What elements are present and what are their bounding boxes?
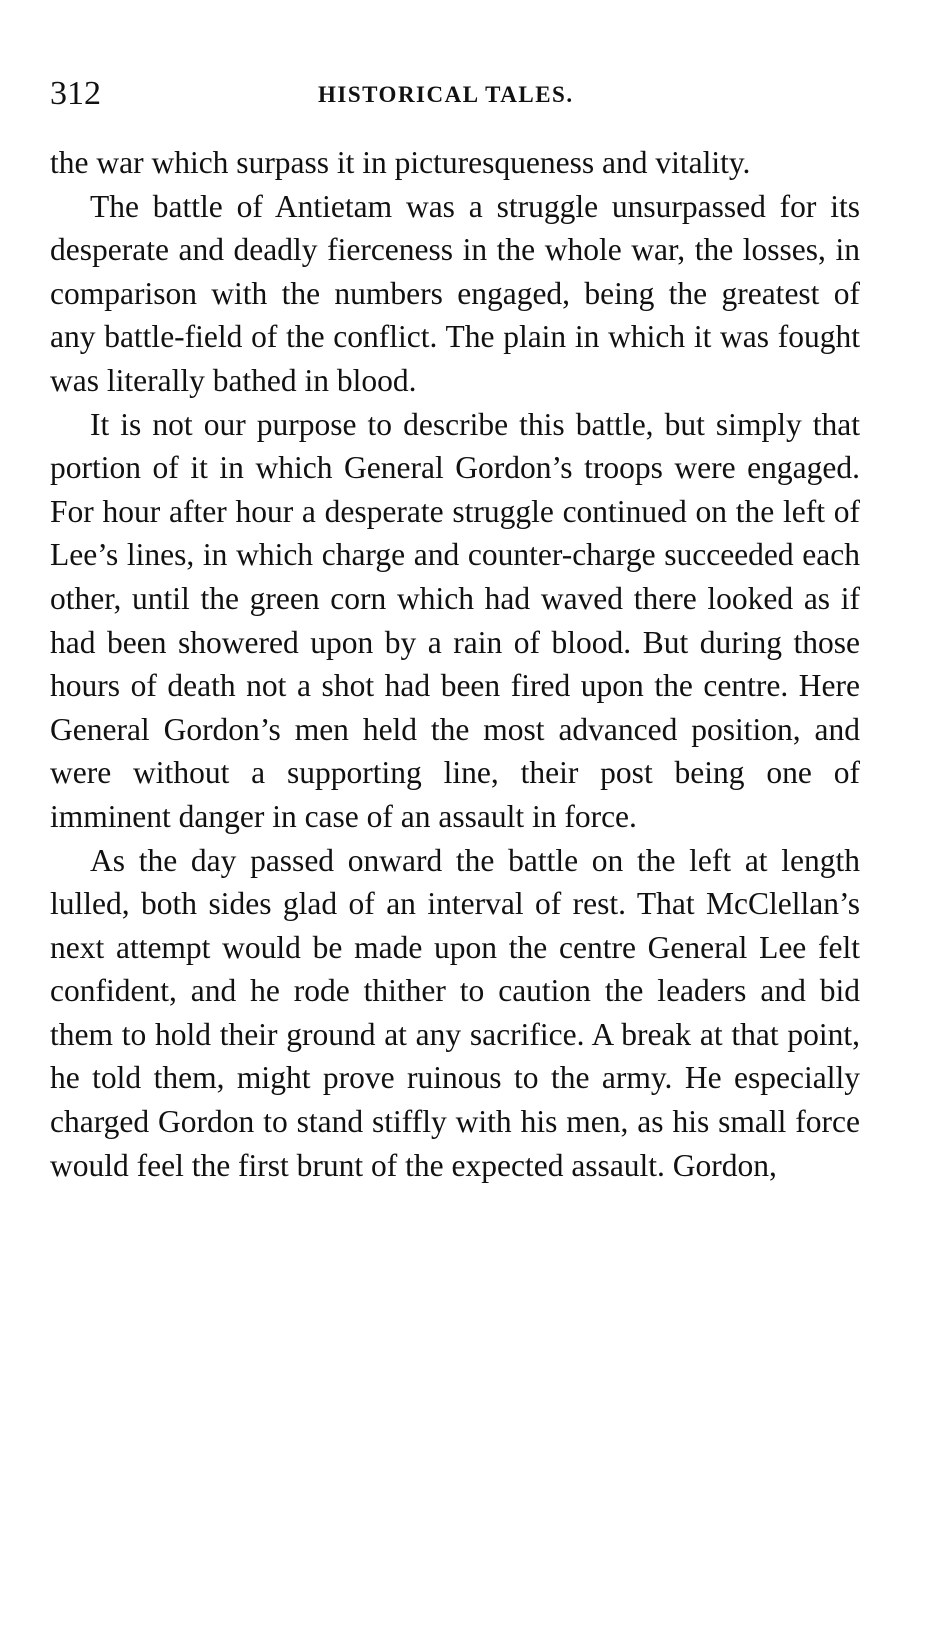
paragraph: the war which surpass it in picturesqueness and vitality. [50, 145, 751, 180]
paragraph: It is not our purpose to describe this battle, but simply that portion of it in which General Gordon’s troops were engaged. For hour after hour a desperate struggle continued on the left of Lee’s lines, in which charge and counter-charge succeeded each other, until the green corn which had waved there looked as if had been showered upon by a rain of blood. But during those hours of death not a shot had been fired upon the centre. Here General Gordon’s men held the most advanced position, and were without a supporting line, their post being one of imminent danger in case of an assault in force. [50, 406, 860, 834]
paragraph: The battle of Antietam was a struggle unsurpassed for its desperate and deadly fierceness in the whole war, the losses, in comparison with the numbers engaged, being the greatest of any battle-field of the conflict. The plain in which it was fought was literally bathed in blood. [50, 188, 860, 398]
running-title: HISTORICAL TALES. [318, 82, 574, 107]
page-number: 312 [50, 75, 101, 112]
running-head [50, 72, 860, 116]
body-text [50, 141, 860, 1187]
paragraph: As the day passed onward the battle on the left at length lulled, both sides glad of an interval of rest. That McClellan’s next attempt would be made upon the centre General Lee felt confident, and he rode thither to caution the leaders and bid them to hold their ground at any sacrifice. A break at that point, he told them, might prove ruinous to the army. He especially charged Gordon to stand stiffly with his men, as his small force would feel the first brunt of the expected assault. Gordon, [50, 842, 860, 1183]
